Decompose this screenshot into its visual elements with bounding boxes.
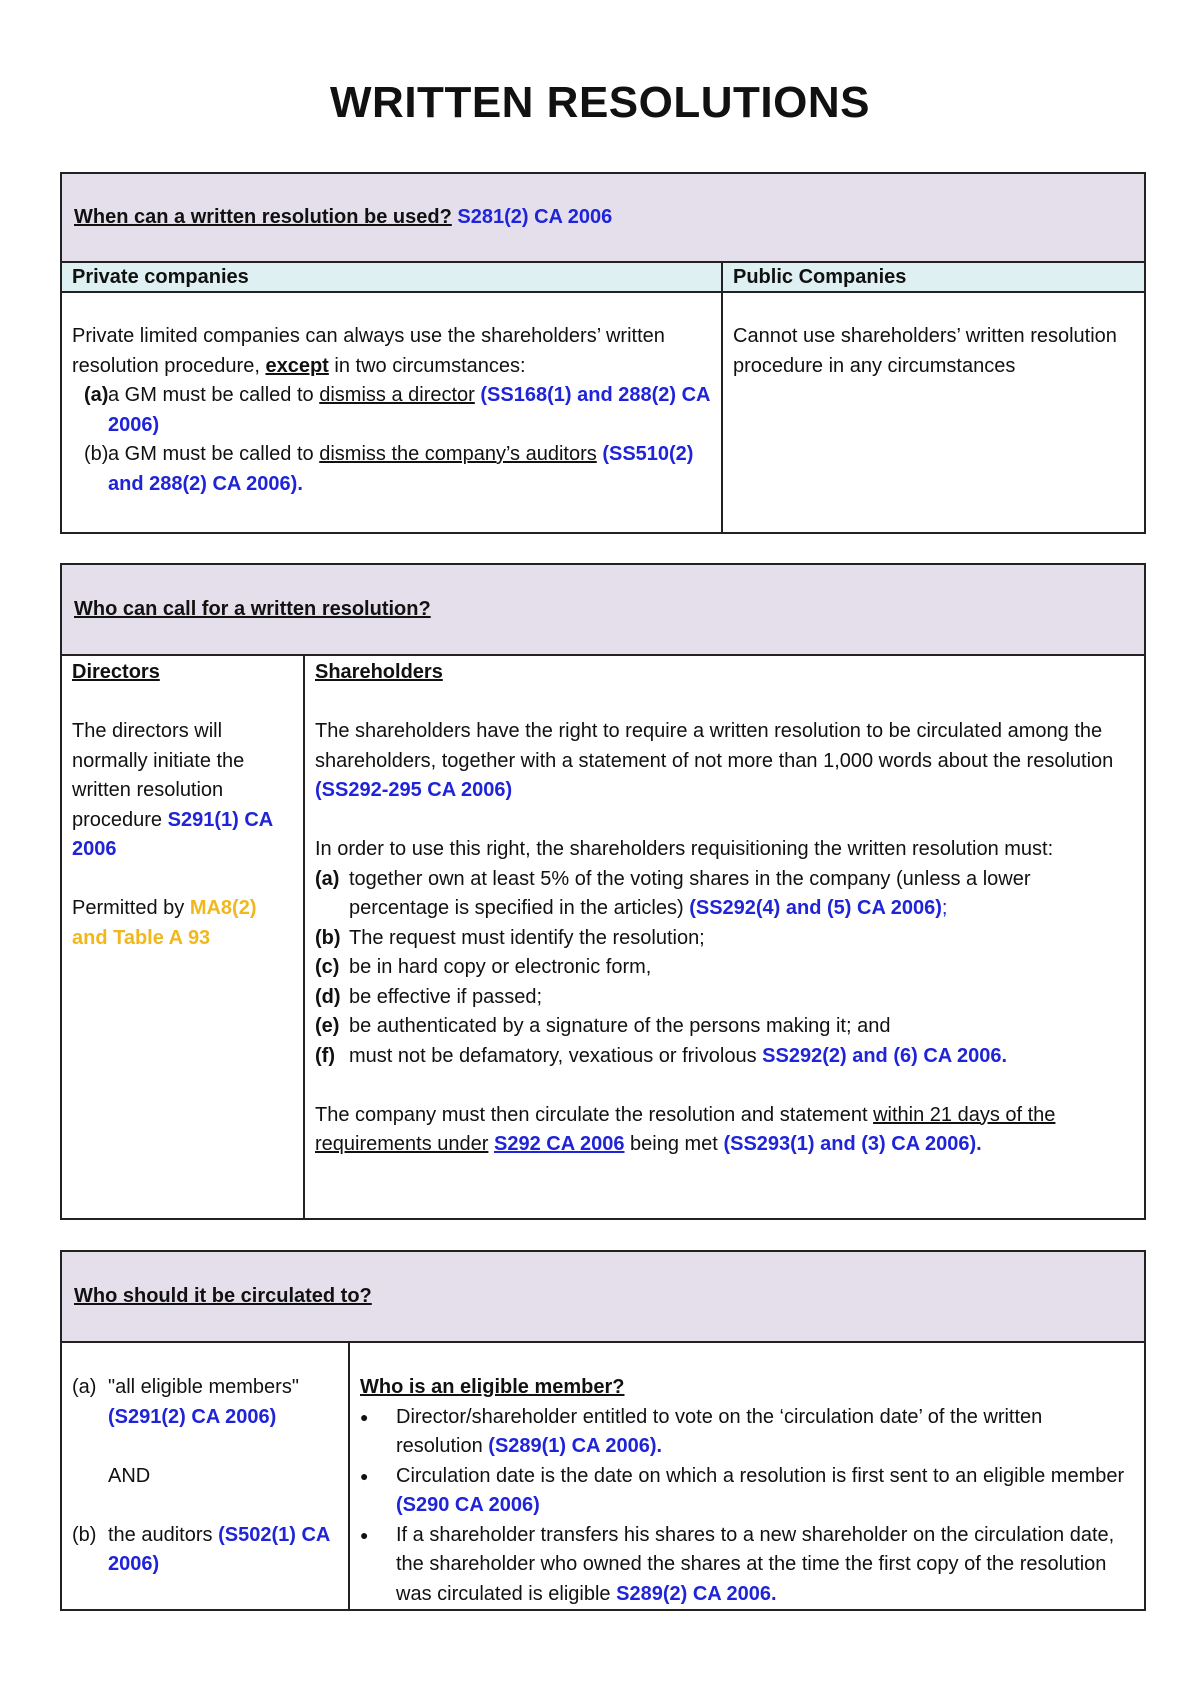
directors-header: Directors [72,661,160,683]
shareholders-text: The shareholders have the right to require a written resolution to be circulated among the shareholders, together with a statement of not more than 1,000 words about the resolution (SS292-295 CA 2006) [315,720,1114,801]
private-header: Private companies [72,266,249,288]
list-marker: (f) [315,1044,335,1067]
list-item: (c) be in hard copy or electronic form, [315,953,1134,983]
eligible-member-list [360,1403,1134,1610]
list-marker: (e) [315,1015,340,1037]
list-marker: (b) [315,926,341,949]
section-header [62,565,1144,656]
list-marker: (c) [315,956,340,978]
recipients-cell [62,1343,348,1609]
content-row [62,656,1144,1218]
bullet-item: ● Circulation date is the date on which a resolution is first sent to an eligible member (S290 CA 2006) [360,1462,1134,1521]
list-marker: (d) [315,985,341,1008]
list-marker: (a) [315,867,340,890]
question: When can a written resolution be used? [74,205,452,228]
subheader-row [62,263,1144,293]
list-item: (d) be effective if passed; [315,983,1134,1013]
requirements-intro: In order to use this right, the shareholders requisitioning the written resolution must: [315,838,1054,860]
circulation-deadline-text: The company must then circulate the resolution and statement within 21 days of the requirements under S292 CA 2006 being met (SS293(1) and (3) CA 2006). [315,1103,1056,1155]
list-item: (b) The request must identify the resolution; [315,924,1134,954]
and-text: AND [108,1464,151,1487]
list-item: (b) the auditors (S502(1) CA 2006) [72,1523,330,1575]
list-item: (a) "all eligible members" (S291(2) CA 2006) [72,1376,299,1428]
eligible-member-cell [348,1343,1144,1609]
content-row [62,293,1144,532]
list-item: (b) a GM must be called to dismiss the company’s auditors (SS510(2) and 288(2) CA 2006). [84,443,694,495]
requirements-list [315,865,1134,1072]
eligible-member-header: Who is an eligible member? [360,1376,625,1398]
section-when-used [60,172,1146,534]
question: Who can call for a written resolution? [74,597,431,620]
private-text: Private limited companies can always use the shareholders’ written resolution procedure, except in two circumstances: [72,325,665,377]
bullet-icon: ● [360,1408,369,1425]
bullet-icon: ● [360,1467,369,1484]
shareholders-header: Shareholders [315,661,443,683]
list-item: (e) be authenticated by a signature of the persons making it; and [315,1012,1134,1042]
permitted-text: Permitted by MA8(2) and Table A 93 [72,897,257,949]
public-header: Public Companies [721,263,1144,291]
list-item: (a) together own at least 5% of the voting shares in the company (unless a lower percentage is specified in the articles) (SS292(4) and (5) CA 2006); [315,865,1134,924]
section-circulated-to [60,1250,1146,1611]
private-cell [62,293,721,532]
statute-ref: S281(2) CA 2006 [457,205,613,228]
bullet-icon: ● [360,1526,369,1543]
list-item: (f) must not be defamatory, vexatious or frivolous SS292(2) and (6) CA 2006. [315,1042,1134,1072]
page-title: WRITTEN RESOLUTIONS [330,78,870,127]
directors-cell [62,656,303,1218]
directors-text: The directors will normally initiate the written resolution procedure S291(1) CA 2006 [72,720,273,860]
bullet-item: ● Director/shareholder entitled to vote on the ‘circulation date’ of the written resolution (S289(1) CA 2006). [360,1403,1134,1462]
public-cell [721,293,1144,532]
section-header [62,1252,1144,1343]
bullet-item: ● If a shareholder transfers his shares to a new shareholder on the circulation date, the shareholder who owned the shares at the time the first copy of the resolution was circulated is eligible S289(2) CA 2006. [360,1521,1134,1610]
list-item: (a) a GM must be called to dismiss a director (SS168(1) and 288(2) CA 2006) [84,384,710,436]
section-header [62,174,1144,263]
public-text: Cannot use shareholders’ written resolution procedure in any circumstances [733,325,1117,377]
question: Who should it be circulated to? [74,1284,372,1307]
shareholders-cell [303,656,1144,1218]
content-row [62,1343,1144,1609]
section-who-can-call [60,563,1146,1220]
